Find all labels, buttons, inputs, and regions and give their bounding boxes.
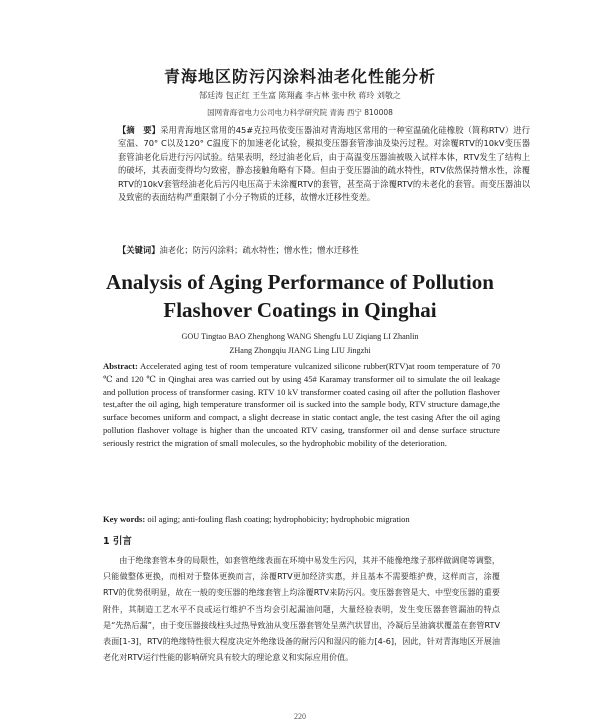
english-title	[0, 268, 600, 324]
page-number: 220	[294, 712, 306, 721]
english-title-line-2: Flashover Coatings in Qinghai	[163, 298, 437, 322]
chinese-affiliation: 国网青海省电力公司电力科学研究院 青海 西宁 810008	[207, 108, 393, 117]
chinese-title: 青海地区防污闪涂料油老化性能分析	[163, 67, 436, 86]
english-keywords-label: Key words:	[103, 514, 146, 524]
chinese-keywords-label: 【关键词】	[118, 245, 160, 255]
english-abstract-label: Abstract:	[103, 361, 138, 371]
section-heading: 1 引言	[103, 536, 132, 547]
english-keywords-text: oil aging; anti-fouling flash coating; hydrophobicity; hydrophobic migration	[145, 514, 410, 524]
english-abstract	[103, 360, 500, 450]
english-abstract-text: Accelerated aging test of room temperature vulcanized silicone rubber(RTV)at room temperature of 70 ℃ and 120 ℃ in Qinghai area was carried out by using 45# Karamay transformer oil to simulate the oil leakage and pollution process of transformer casing. RTV 10 kV transformer coated casing oil after the pollution flashover test,after the oil aging, high temperature transformer oil is sucked into the sample body, RTV structure damage,the surface becomes uniform and compact, a slight decrease in static contact angle, the test casing After the oil aging pollution flashover voltage is higher than the uncoated RTV casing, transformer oil and dense surface structure seriously restrict the migration of small molecules, so the hydrophobic mobility of the deterioration.	[103, 361, 500, 448]
chinese-keywords	[118, 244, 530, 257]
chinese-abstract-text: 采用青海地区常用的45#克拉玛依变压器油对青海地区常用的一种室温硫化硅橡胶（简称RTV）进行室温、70° C以及120° C温度下的加速老化试验，模拟变压器套管渗油及染污过程。对涂覆RTV的10kV变压器套管油老化后进行污闪试验。结果表明，经过油老化后，由于高温变压器油被吸入试样本体，RTV发生了结构上的破坏，其表面变得均匀致密，静态接触角略有下降。但由于变压器油的疏水特性，RTV依然保持憎水性，涂覆RTV的10kV套管经油老化后污闪电压高于未涂覆RTV的套管，甚至高于涂覆RTV的未老化的套管。而变压器油以及致密的表面结构严重限制了小分子物质的迁移，故憎水迁移性变差。	[118, 125, 530, 203]
chinese-abstract-label: 【摘 要】	[118, 125, 161, 135]
chinese-authors: 郜廷涛 包正红 王生富 陈翔鑫 李占林 张中秋 蒋玲 刘敬之	[199, 91, 401, 100]
english-authors-line-1: GOU Tingtao BAO Zhenghong WANG Shengfu LU Ziqiang LI Zhanlin	[181, 332, 419, 341]
english-authors	[0, 330, 600, 358]
chinese-keywords-text: 油老化；防污闪涂料；疏水特性；憎水性；憎水迁移性	[159, 245, 359, 255]
english-authors-line-2: ZHang Zhongqiu JIANG Ling LIU Jingzhi	[229, 346, 371, 355]
english-keywords	[103, 513, 500, 525]
english-title-line-1: Analysis of Aging Performance of Pollution	[106, 270, 494, 294]
body-paragraph: 由于绝缘套管本身的局限性，如套管绝缘表面在环境中易发生污闪，其并不能像绝缘子那样做调爬等调整，只能做整体更换，而相对于整体更换而言，涂覆RTV更加经济实惠，并且基本不需要维护费，这样而言，涂覆RTV的优势很明显，故在一般的变压器的绝缘套管上均涂覆RTV来防污闪。变压器套管是大、中型变压器的重要附件，其制造工艺水平不良或运行维护不当均会引起漏油问题，大量经验表明，发生变压器套管漏油的特点是“先热后漏”，由于变压器接线柱头过热导致油从变压器套管处呈蒸汽状冒出，冷凝后呈油滴状覆盖在套管RTV表面[1-3]，RTV的绝缘特性很大程度决定外绝缘设备的耐污闪和湿闪的能力[4-6]，因此，针对青海地区开展油老化对RTV运行性能的影响研究具有较大的理论意义和实际应用价值。	[103, 555, 500, 663]
chinese-abstract	[118, 124, 530, 204]
